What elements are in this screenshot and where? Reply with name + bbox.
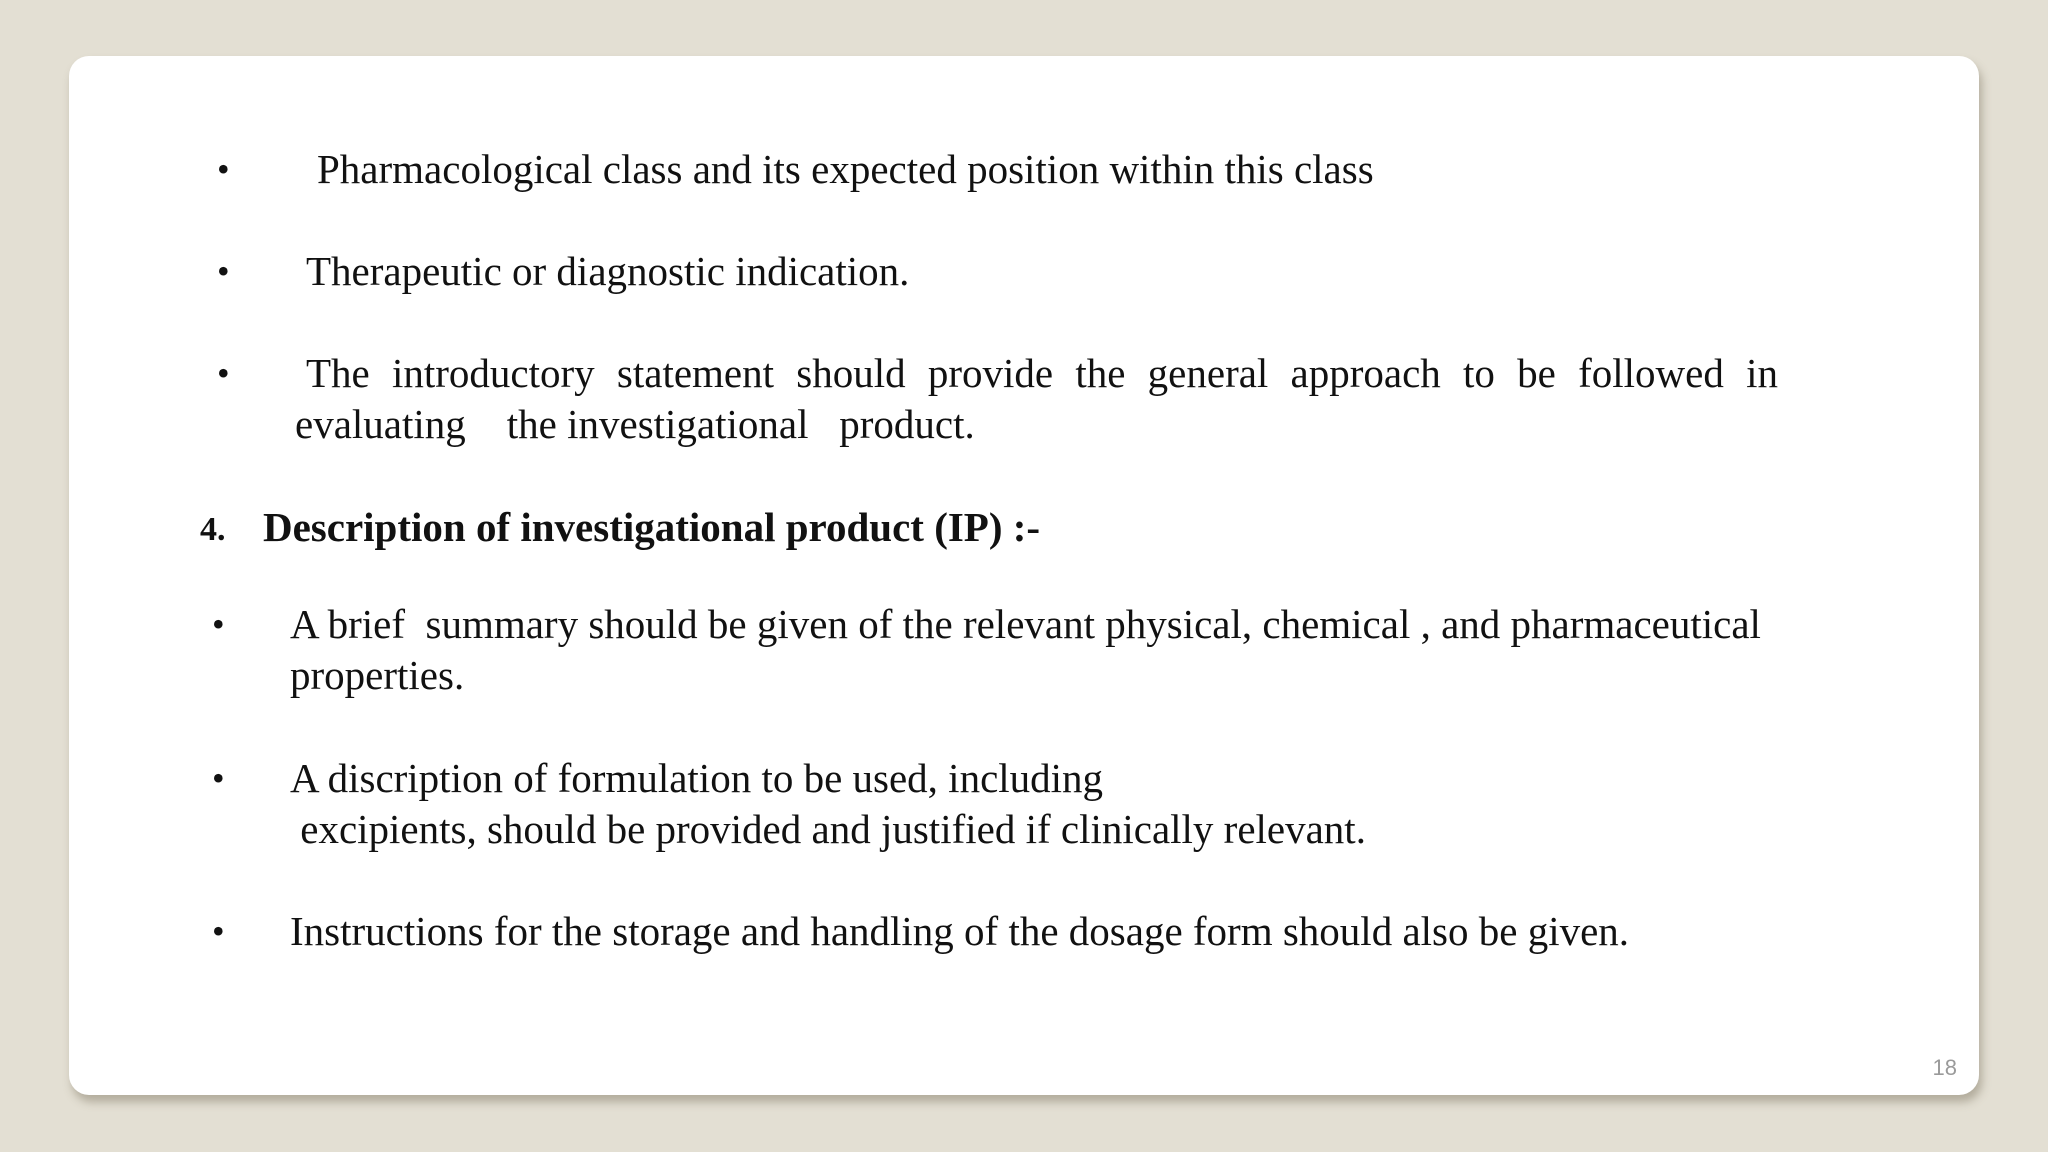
section-number: 4. bbox=[200, 511, 226, 548]
bullet-text-continuation: evaluating the investigational product. bbox=[295, 401, 975, 447]
bullet-text: The introductory statement should provide the general approach to be followed in bbox=[306, 350, 1778, 396]
bullet-text-continuation: properties. bbox=[290, 652, 465, 698]
bullet-text: Pharmacological class and its expected position within this class bbox=[317, 146, 1374, 192]
slide bbox=[69, 56, 1979, 1095]
bullet-text-continuation: excipients, should be provided and justified if clinically relevant. bbox=[290, 806, 1366, 852]
bullet-marker: • bbox=[212, 758, 225, 798]
bullet-marker: • bbox=[212, 604, 225, 644]
section-heading: Description of investigational product (IP) :- bbox=[263, 504, 1041, 550]
bullet-marker: • bbox=[217, 353, 230, 393]
bullet-text: A brief summary should be given of the relevant physical, chemical , and pharmaceutical bbox=[290, 601, 1761, 647]
bullet-text: Therapeutic or diagnostic indication. bbox=[306, 248, 910, 294]
bullet-marker: • bbox=[217, 251, 230, 291]
bullet-marker: • bbox=[212, 911, 225, 951]
bullet-text: Instructions for the storage and handling of the dosage form should also be given. bbox=[290, 908, 1630, 954]
bullet-marker: • bbox=[217, 149, 230, 189]
bullet-text: A discription of formulation to be used, including bbox=[290, 755, 1104, 801]
page-number: 18 bbox=[1932, 1055, 1957, 1080]
